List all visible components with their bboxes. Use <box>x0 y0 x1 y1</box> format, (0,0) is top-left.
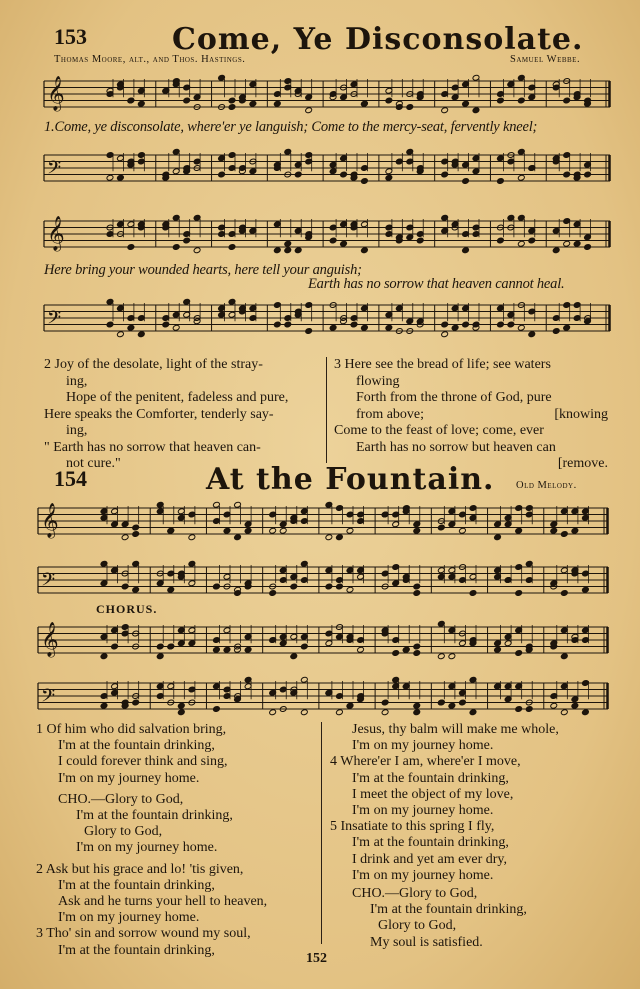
hymn-154-bass-staff-2 <box>34 670 610 722</box>
verse-line: flowing <box>356 373 400 389</box>
chorus-line: CHO.—Glory to God, <box>58 791 184 807</box>
verse-line: I'm on my journey home. <box>58 910 200 926</box>
verse-line: from above; <box>356 406 425 422</box>
chorus-line: Glory to God, <box>378 918 457 934</box>
hymn-153-music-credit: Samuel Webbe. <box>510 54 581 65</box>
verse-line: not cure." <box>66 456 121 471</box>
verse-line: [knowing <box>554 406 608 422</box>
svg-text:𝄞: 𝄞 <box>41 503 59 539</box>
verse-line: ing, <box>66 373 88 389</box>
chorus-line: I'm at the fountain drinking, <box>370 902 527 918</box>
verse-line: I'm at the fountain drinking, <box>58 738 215 754</box>
column-divider <box>326 357 327 463</box>
verse-line: Jesus, thy balm will make me whole, <box>352 722 559 737</box>
hymn-154-title: At the Fountain. <box>206 462 495 497</box>
verse-line: I'm at the fountain drinking, <box>352 770 509 786</box>
hymn-154-treble-staff-2 <box>34 614 610 666</box>
verse-line: I'm at the fountain drinking, <box>58 877 215 893</box>
verse-line: 2 Joy of the desolate, light of the stray- <box>44 357 263 372</box>
chorus-line: I'm at the fountain drinking, <box>76 808 233 824</box>
hymn-153-verse-2 <box>44 357 322 473</box>
page-number: 152 <box>306 951 327 966</box>
verse-line: 5 Insatiate to this spring I fly, <box>330 819 495 835</box>
verse-line: I'm at the fountain drinking, <box>58 942 215 958</box>
verse-line: I could forever think and sing, <box>58 754 228 770</box>
chorus-line: My soul is satisfied. <box>370 934 483 950</box>
verse-line: I'm on my journey home. <box>58 770 200 786</box>
verse-line: I'm on my journey home. <box>352 867 494 883</box>
verse-line: ing, <box>66 423 88 438</box>
svg-text:𝄞: 𝄞 <box>47 76 65 112</box>
verse-line: " Earth has no sorrow that heaven can- <box>44 439 261 455</box>
chorus-line: I'm on my journey home. <box>76 840 218 856</box>
verse-line: I'm at the fountain drinking, <box>352 835 509 851</box>
verse-line: [remove. <box>557 456 608 471</box>
hymn-154-treble-staff-1 <box>34 497 610 545</box>
svg-text:𝄞: 𝄞 <box>41 622 59 658</box>
verse-line: 2 Ask but his grace and lo! 'tis given, <box>36 861 244 877</box>
hymn-153-lyric-line-2b: Earth has no sorrow that heaven cannot heal. <box>308 276 565 292</box>
verse-line: 1 Of him who did salvation bring, <box>36 722 227 737</box>
verse-line: 3 Tho' sin and sorrow wound my soul, <box>36 926 251 942</box>
verse-line: 4 Where'er I am, where'er I move, <box>330 754 521 770</box>
chorus-line: CHO.—Glory to God, <box>352 886 478 902</box>
verse-line: Ask and he turns your hell to heaven, <box>58 894 268 910</box>
verse-line-pair <box>334 407 610 424</box>
svg-text:𝄢: 𝄢 <box>47 308 62 334</box>
svg-text:𝄢: 𝄢 <box>41 686 56 712</box>
hymn-153-lyric-line-2a: Here bring your wounded hearts, here tell your anguish; <box>44 262 362 278</box>
svg-text:𝄢: 𝄢 <box>47 158 62 184</box>
hymn-153-treble-staff-2 <box>40 205 612 263</box>
verse-line: I meet the object of my love, <box>352 786 514 802</box>
hymn-153-bass-staff-1 <box>40 143 612 193</box>
verse-line: I'm on my journey home. <box>352 803 494 819</box>
verse-line: Earth has no sorrow but heaven can <box>356 439 556 455</box>
hymn-154-right-column <box>330 722 612 951</box>
verse-line: 3 Here see the bread of life; see waters <box>334 357 551 372</box>
hymn-154-left-column <box>36 722 320 959</box>
hymn-153-treble-staff-1 <box>40 68 612 120</box>
svg-text:𝄞: 𝄞 <box>47 216 65 252</box>
chorus-label: CHORUS. <box>96 602 158 616</box>
svg-text:𝄢: 𝄢 <box>41 570 56 596</box>
hymn-153-number: 153 <box>54 24 87 49</box>
verse-line: Here speaks the Comforter, tenderly say- <box>44 406 274 422</box>
hymn-154-bass-staff-1 <box>34 554 610 606</box>
verse-line: I drink and yet am ever dry, <box>352 851 507 867</box>
hymn-153-lyric-line-1: 1.Come, ye disconsolate, where'er ye languish; Come to the mercy-seat, fervently kneel; <box>44 119 538 135</box>
verse-line: I'm on my journey home. <box>352 738 494 754</box>
column-divider <box>321 722 322 944</box>
hymn-153-bass-staff-2 <box>40 293 612 343</box>
hymn-153-verse-3 <box>334 357 610 473</box>
hymn-154-music-credit: Old Melody. <box>516 480 577 491</box>
hymn-154-number: 154 <box>54 466 87 491</box>
verse-line: Forth from the throne of God, pure <box>356 390 552 405</box>
verse-line: Come to the feast of love; come, ever <box>334 423 544 438</box>
chorus-line: Glory to God, <box>84 824 163 840</box>
verse-line: Hope of the penitent, fadeless and pure, <box>66 390 289 405</box>
hymn-153-words-credit: Thomas Moore, alt., and Thos. Hastings. <box>54 54 246 65</box>
hymn-153-title: Come, Ye Disconsolate. <box>172 22 584 57</box>
